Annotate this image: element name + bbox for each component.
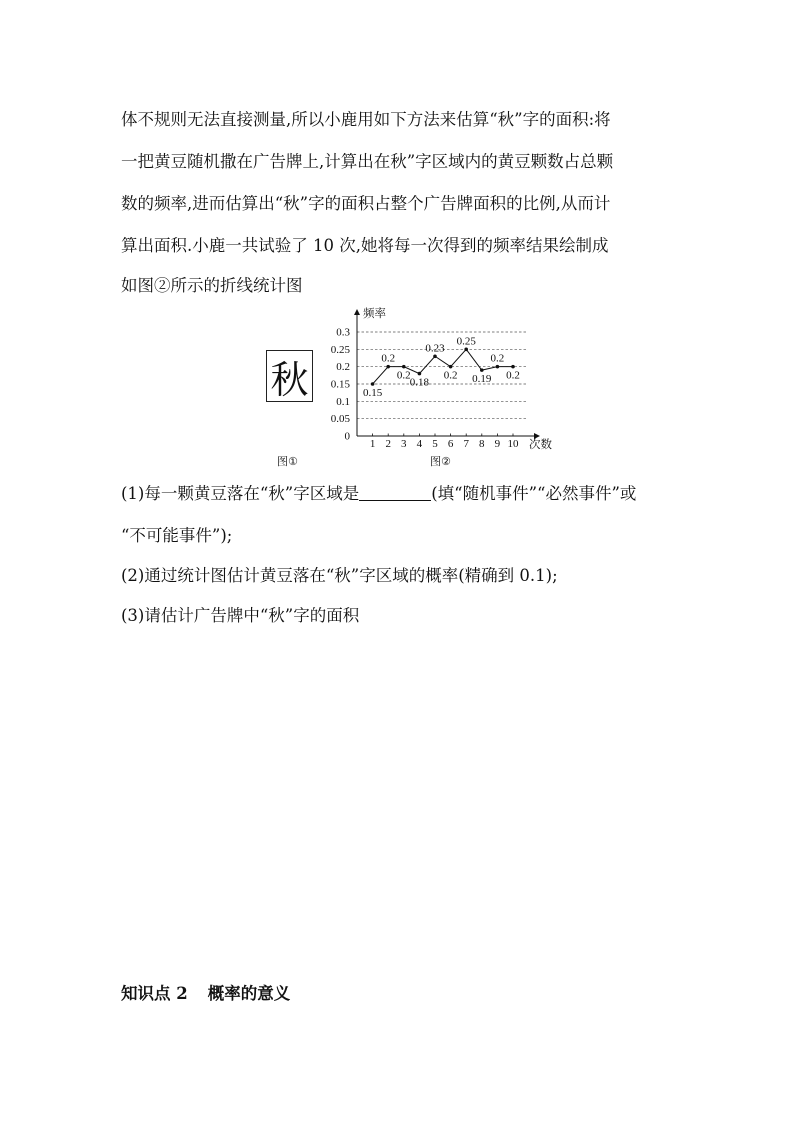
x-tick-label: 3 — [401, 438, 407, 450]
data-point — [418, 372, 422, 376]
x-axis-label: 次数 — [529, 439, 552, 451]
data-point — [480, 368, 484, 372]
paragraph-line-4: 算出面积.小鹿一共试验了 10 次,她将每一次得到的频率结果绘制成 — [121, 236, 609, 255]
y-axis-label: 频率 — [363, 308, 386, 320]
data-point — [496, 365, 500, 369]
x-tick-label: 10 — [507, 438, 519, 450]
x-tick-label: 5 — [432, 438, 438, 450]
question-2: (2)通过统计图估计黄豆落在“秋”字区域的概率(精确到 0.1); — [121, 566, 558, 585]
x-tick-label: 9 — [494, 438, 501, 450]
x-tick-label: 1 — [369, 438, 376, 450]
data-label: 0.18 — [409, 376, 430, 389]
paragraph-line-3: 数的频率,进而估算出“秋”字的面积占整个广告牌面积的比例,从而计 — [121, 194, 611, 213]
y-tick-label: 0.05 — [330, 413, 350, 426]
data-label: 0.2 — [396, 369, 411, 382]
answer-blank[interactable] — [359, 484, 431, 501]
question-1-line-2: “不可能事件”); — [121, 526, 233, 545]
figure-2-caption: 图② — [430, 455, 451, 468]
y-tick-label: 0.3 — [336, 326, 350, 339]
x-tick-label: 7 — [463, 438, 469, 450]
data-label: 0.15 — [362, 387, 383, 399]
section-heading — [121, 980, 290, 1004]
paragraph-line-1: 体不规则无法直接测量,所以小鹿用如下方法来估算“秋”字的面积:将 — [121, 110, 611, 129]
y-tick-label: 0.1 — [336, 395, 350, 408]
question-3: (3)请估计广告牌中“秋”字的面积 — [121, 606, 360, 625]
data-point — [371, 382, 375, 386]
x-tick-label: 6 — [447, 438, 454, 450]
paragraph-line-2: 一把黄豆随机撒在广告牌上,计算出在秋”字区域内的黄豆颗数占总颗 — [121, 152, 614, 171]
y-tick-label: 0.25 — [330, 343, 350, 356]
question-1-text-a: (1)每一颗黄豆落在“秋”字区域是 — [121, 484, 360, 503]
data-point — [464, 348, 468, 352]
paragraph-line-5: 如图②所示的折线统计图 — [121, 276, 303, 295]
y-tick-label: 0 — [344, 430, 350, 443]
figure-1-character: 秋 — [270, 357, 309, 402]
section-title: 概率的意义 — [207, 984, 291, 1003]
data-point — [402, 365, 406, 369]
figure-1-character-box — [266, 350, 313, 402]
y-tick-label: 0.2 — [336, 361, 350, 374]
data-point — [386, 365, 390, 369]
data-label: 0.2 — [443, 369, 458, 382]
x-tick-label: 4 — [416, 438, 423, 450]
data-label: 0.19 — [472, 373, 492, 386]
data-label: 0.23 — [425, 342, 445, 355]
y-tick-label: 0.15 — [330, 378, 350, 391]
data-label: 0.2 — [506, 369, 520, 382]
data-point — [449, 365, 453, 369]
question-1 — [121, 484, 636, 504]
section-label: 知识点 2 — [121, 984, 188, 1003]
frequency-line-chart — [320, 300, 560, 452]
x-tick-label: 2 — [385, 438, 391, 450]
x-tick-label: 8 — [479, 438, 485, 450]
data-point — [511, 365, 515, 369]
figure-1-caption: 图① — [277, 455, 298, 468]
data-label: 0.25 — [456, 335, 476, 348]
data-label: 0.2 — [490, 352, 505, 365]
data-point — [433, 354, 437, 358]
question-1-text-b: (填“随机事件”“必然事件”或 — [431, 484, 637, 503]
data-label: 0.2 — [381, 352, 396, 365]
